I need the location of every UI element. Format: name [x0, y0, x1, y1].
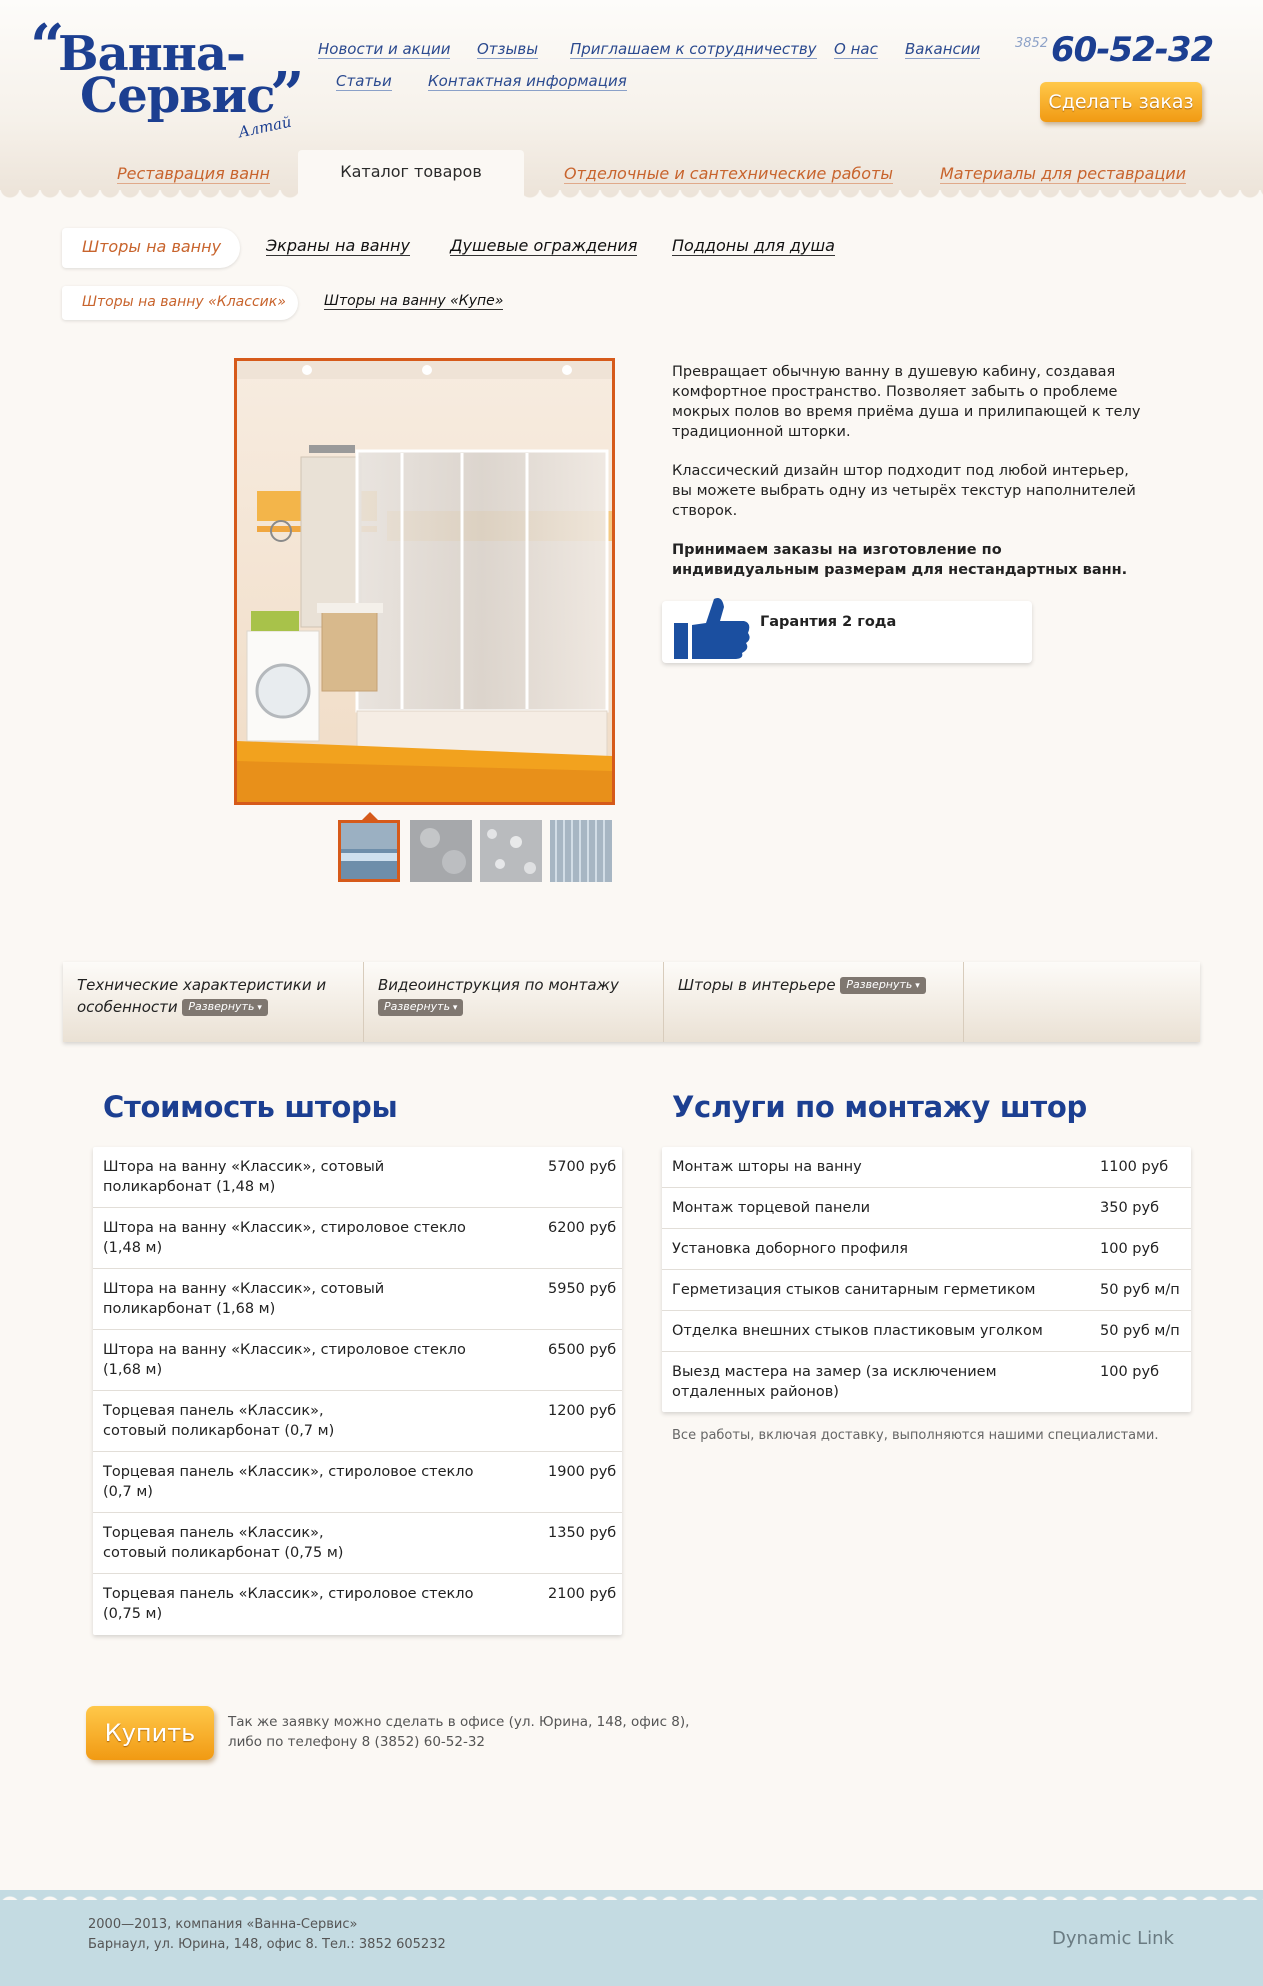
- accordion-tech-specs-title: [77, 974, 349, 1018]
- topnav-about[interactable]: О нас: [834, 40, 878, 58]
- logo-quote-open: “: [30, 12, 65, 82]
- texture-swatch-2: [410, 820, 472, 882]
- price-table: [93, 1147, 622, 1635]
- buy-note-line1: Так же заявку можно сделать в офисе (ул. Юрина, 148, офис 8),: [228, 1714, 690, 1730]
- price-row-name: Штора на ванну «Классик», стироловое стекло (1,48 м): [103, 1220, 466, 1256]
- accordion-interior-line1: Шторы в интерьере: [678, 976, 836, 994]
- services-note: Все работы, включая доставку, выполняются нашими специалистами.: [672, 1428, 1159, 1443]
- accordion-video-title: [378, 974, 649, 1018]
- price-row-name: Штора на ванну «Классик», сотовый поликарбонат (1,48 м): [103, 1159, 385, 1195]
- expand-button-tech-specs[interactable]: Развернуть ▾: [182, 999, 267, 1016]
- service-row-price: 100 руб: [1100, 1364, 1160, 1380]
- texture-swatch-1: [341, 823, 397, 879]
- accordion-video-line1: Видеоинструкция по монтажу: [378, 976, 619, 994]
- service-row-price: 350 руб: [1100, 1200, 1160, 1216]
- accordion-interior-title: [678, 974, 949, 996]
- bathroom-illustration: [237, 361, 612, 802]
- catalog-nav-item-shower-enclosures[interactable]: Душевые ограждения: [450, 236, 638, 255]
- product-description: [672, 362, 1152, 599]
- table-row: [662, 1270, 1191, 1311]
- order-button[interactable]: Сделать заказ: [1040, 82, 1202, 122]
- logo-line2: Сервис: [80, 68, 275, 124]
- topnav-cooperation[interactable]: Приглашаем к сотрудничеству: [570, 40, 817, 58]
- info-accordion: [63, 962, 1200, 1042]
- price-row-name: Торцевая панель «Классик», сотовый поликарбонат (0,7 м): [103, 1403, 335, 1439]
- logo-line1: Ванна-: [58, 26, 245, 82]
- table-row: [93, 1513, 622, 1574]
- price-row-price: 6200 руб: [548, 1220, 617, 1236]
- service-row-name: Монтаж торцевой панели: [672, 1200, 871, 1216]
- service-row-price: 100 руб: [1100, 1241, 1160, 1257]
- catalog-nav-active[interactable]: [62, 228, 240, 268]
- table-row: [93, 1269, 622, 1330]
- tab-materials[interactable]: Материалы для реставрации: [940, 164, 1187, 183]
- guarantee-text: Гарантия 2 года: [760, 614, 897, 630]
- price-row-price: 5950 руб: [548, 1281, 617, 1297]
- expand-button-interior[interactable]: Развернуть ▾: [840, 977, 925, 994]
- price-row-name: Торцевая панель «Классик», стироловое стекло (0,75 м): [103, 1586, 474, 1622]
- footer-address: Барнаул, ул. Юрина, 148, офис 8. Тел.: 3852 605232: [88, 1937, 446, 1952]
- table-row: [662, 1229, 1191, 1270]
- price-row-price: 5700 руб: [548, 1159, 617, 1175]
- table-row: [662, 1352, 1191, 1412]
- topnav-articles[interactable]: Статьи: [336, 72, 392, 90]
- service-row-price: 1100 руб: [1100, 1159, 1169, 1175]
- service-row-price: 50 руб м/п: [1100, 1282, 1180, 1298]
- price-row-name: Торцевая панель «Классик», стироловое стекло (0,7 м): [103, 1464, 474, 1500]
- tab-restoration[interactable]: Реставрация ванн: [117, 164, 270, 183]
- developer-link[interactable]: Dynamic Link: [1052, 1928, 1174, 1949]
- table-row: [93, 1208, 622, 1269]
- accordion-tech-specs-line1: Технические характеристики и: [77, 976, 327, 994]
- table-row: [662, 1311, 1191, 1352]
- price-row-price: 1200 руб: [548, 1403, 617, 1419]
- price-row-name: Штора на ванну «Классик», сотовый поликарбонат (1,68 м): [103, 1281, 385, 1317]
- accordion-video[interactable]: [364, 962, 664, 1042]
- table-row: [93, 1391, 622, 1452]
- texture-thumb-4[interactable]: [550, 820, 612, 882]
- catalog-nav-item-shower-trays[interactable]: Поддоны для душа: [672, 236, 835, 255]
- phone: [1015, 30, 1235, 70]
- texture-thumb-1[interactable]: [338, 820, 400, 882]
- price-row-name: Торцевая панель «Классик», сотовый поликарбонат (0,75 м): [103, 1525, 344, 1561]
- guarantee-badge: [662, 601, 1032, 663]
- price-row-price: 6500 руб: [548, 1342, 617, 1358]
- catalog-nav: [62, 228, 862, 272]
- buy-note-line2: либо по телефону 8 (3852) 60-52-32: [228, 1734, 486, 1750]
- texture-thumb-2[interactable]: [410, 820, 472, 882]
- table-row: [93, 1574, 622, 1635]
- logo-subtitle: Алтай: [236, 112, 294, 142]
- texture-swatch-3: [480, 820, 542, 882]
- tab-catalog[interactable]: Каталог товаров: [298, 150, 524, 200]
- price-row-price: 1900 руб: [548, 1464, 617, 1480]
- accordion-tech-specs[interactable]: [63, 962, 364, 1042]
- tab-finishing-works[interactable]: Отделочные и сантехнические работы: [564, 164, 894, 183]
- accordion-interior[interactable]: [664, 962, 964, 1042]
- thumb-pointer: [362, 812, 378, 820]
- thumbs-up-icon: [672, 593, 752, 663]
- table-row: [93, 1452, 622, 1513]
- texture-thumb-3[interactable]: [480, 820, 542, 882]
- catalog-nav-item-screens[interactable]: Экраны на ванну: [266, 236, 410, 255]
- service-row-name: Монтаж шторы на ванну: [672, 1159, 862, 1175]
- catalog-nav-item-curtains: Шторы на ванну: [82, 237, 222, 256]
- accordion-tech-specs-line2: особенности: [77, 998, 178, 1016]
- expand-button-video[interactable]: Развернуть ▾: [378, 999, 463, 1016]
- description-paragraph-3: Принимаем заказы на изготовление по индивидуальным размерам для нестандартных ванн.: [672, 542, 1128, 578]
- buy-note: [228, 1712, 689, 1752]
- product-nav: [62, 286, 862, 326]
- service-row-name: Установка доборного профиля: [672, 1241, 909, 1257]
- services-section-title: Услуги по монтажу штор: [672, 1090, 1087, 1124]
- topnav-contacts[interactable]: Контактная информация: [428, 72, 627, 90]
- phone-code: 3852: [1015, 36, 1049, 51]
- logo[interactable]: [30, 12, 305, 142]
- product-nav-active[interactable]: [62, 286, 298, 320]
- service-row-price: 50 руб м/п: [1100, 1323, 1180, 1339]
- description-paragraph-1: Превращает обычную ванну в душевую кабину, создавая комфортное пространство. Позволяет забыть о проблеме мокрых полов во время приёма душа и прилипающей к телу традиционной шторки.: [672, 364, 1141, 440]
- product-photo[interactable]: [234, 358, 615, 805]
- header-wave-divider: [0, 190, 1263, 204]
- table-row: [93, 1330, 622, 1391]
- topnav-reviews[interactable]: Отзывы: [477, 40, 539, 58]
- phone-number: 60-52-32: [1051, 30, 1214, 70]
- price-row-name: Штора на ванну «Классик», стироловое стекло (1,68 м): [103, 1342, 466, 1378]
- service-row-name: Герметизация стыков санитарным герметиком: [672, 1282, 1036, 1298]
- table-row: [93, 1147, 622, 1208]
- logo-quote-close: ”: [270, 60, 305, 130]
- service-row-name: Отделка внешних стыков пластиковым уголком: [672, 1323, 1043, 1339]
- footer-copyright: 2000—2013, компания «Ванна-Сервис»: [88, 1917, 358, 1932]
- topnav-news[interactable]: Новости и акции: [318, 40, 451, 58]
- footer-info: [88, 1915, 446, 1955]
- price-row-price: 1350 руб: [548, 1525, 617, 1541]
- description-paragraph-2: Классический дизайн штор подходит под любой интерьер, вы можете выбрать одну из четырёх текстур наполнителей створок.: [672, 463, 1136, 519]
- price-row-price: 2100 руб: [548, 1586, 617, 1602]
- texture-swatch-4: [550, 820, 612, 882]
- product-nav-item-coupe[interactable]: Шторы на ванну «Купе»: [324, 293, 504, 309]
- topnav-vacancies[interactable]: Вакансии: [905, 40, 981, 58]
- service-row-name: Выезд мастера на замер (за исключением отдаленных районов): [672, 1364, 997, 1400]
- buy-button[interactable]: Купить: [86, 1706, 214, 1760]
- table-row: [662, 1147, 1191, 1188]
- services-table: [662, 1147, 1191, 1412]
- price-section-title: Стоимость шторы: [103, 1090, 398, 1124]
- table-row: [662, 1188, 1191, 1229]
- product-nav-item-classic: Шторы на ванну «Классик»: [82, 294, 286, 310]
